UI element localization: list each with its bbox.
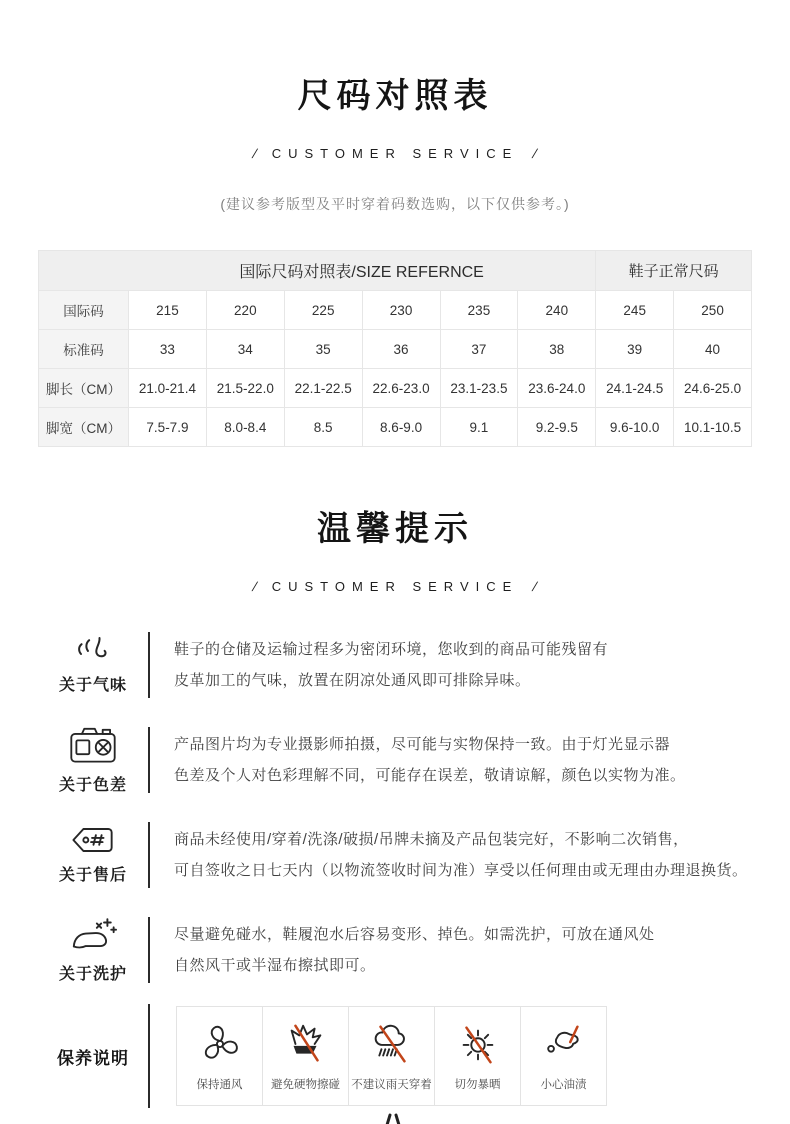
vertical-divider	[148, 822, 150, 888]
tip-label: 关于气味	[58, 676, 127, 694]
care-card-no-rain	[349, 1007, 435, 1105]
size-cell: 34	[206, 330, 284, 369]
size-cell: 8.0-8.4	[206, 408, 284, 447]
tip-text	[174, 729, 686, 791]
size-cell: 220	[206, 291, 284, 330]
care-caption: 避免硬物擦碰	[271, 1078, 340, 1091]
size-table-header-row	[39, 251, 752, 291]
size-note: (建议参考版型及平时穿着码数选购，以下仅供参考。)	[220, 196, 570, 212]
table-row-foot-width	[39, 408, 752, 447]
size-cell: 39	[596, 330, 674, 369]
size-cell: 240	[518, 291, 596, 330]
customer-service-line	[0, 579, 790, 594]
tip-text-line: 色差及个人对色彩理解不同，可能存在误差，敬请谅解，颜色以实物为准。	[174, 766, 686, 784]
table-row-foot-length	[39, 369, 752, 408]
tip-text-line: 可自签收之日七天内（以物流签收时间为准）享受以任何理由或无理由办理退换货。	[174, 861, 748, 879]
size-cell: 9.2-9.5	[518, 408, 596, 447]
row-label: 脚宽（CM）	[39, 408, 129, 447]
size-cell: 235	[440, 291, 518, 330]
care-card-grid	[176, 1006, 607, 1106]
tip-row-color	[38, 719, 752, 800]
care-label: 保养说明	[57, 1048, 129, 1068]
smell-icon	[73, 635, 113, 665]
size-cell: 245	[596, 291, 674, 330]
size-cell: 7.5-7.9	[129, 408, 207, 447]
size-cell: 22.1-22.5	[284, 369, 362, 408]
tip-row-washing	[38, 909, 752, 990]
fan-icon	[197, 1021, 243, 1067]
size-cell: 23.6-24.0	[518, 369, 596, 408]
care-row	[38, 1004, 752, 1108]
table-row-intl-size	[39, 291, 752, 330]
row-label: 标准码	[39, 330, 129, 369]
care-caption: 不建议雨天穿着	[351, 1078, 432, 1091]
size-cell: 38	[518, 330, 596, 369]
size-cell: 215	[129, 291, 207, 330]
size-table-header-right: 鞋子正常尺码	[596, 251, 752, 291]
handwash-icon	[69, 916, 117, 954]
care-caption: 保持通风	[196, 1078, 243, 1091]
size-cell: 10.1-10.5	[674, 408, 752, 447]
size-cell: 225	[284, 291, 362, 330]
tip-left-washing	[38, 916, 148, 984]
care-caption: 小心油渍	[540, 1078, 587, 1091]
tip-left-color	[38, 725, 148, 795]
customer-service-line	[0, 146, 790, 161]
no-oil-icon	[541, 1021, 587, 1067]
tip-text	[174, 824, 748, 886]
tip-left-aftersale	[38, 825, 148, 885]
size-cell: 40	[674, 330, 752, 369]
size-cell: 24.6-25.0	[674, 369, 752, 408]
tips-list	[0, 624, 790, 1108]
no-sun-icon	[455, 1021, 501, 1067]
size-table	[38, 250, 752, 447]
care-card-no-oil	[521, 1007, 606, 1105]
tip-text	[174, 634, 608, 696]
size-cell: 37	[440, 330, 518, 369]
care-card-no-hard-objects	[263, 1007, 349, 1105]
customer-service-label: CUSTOMER SERVICE	[271, 579, 519, 594]
price-tag-icon	[71, 825, 115, 855]
tip-label: 关于色差	[58, 776, 127, 794]
care-card-no-sun	[435, 1007, 521, 1105]
row-label: 国际码	[39, 291, 129, 330]
table-row-std-size	[39, 330, 752, 369]
customer-service-label: CUSTOMER SERVICE	[271, 146, 519, 161]
tip-text-line: 产品图片均为专业摄影师拍摄，尽可能与实物保持一致。由于灯光显示器	[174, 735, 671, 753]
size-cell: 22.6-23.0	[362, 369, 440, 408]
size-cell: 8.5	[284, 408, 362, 447]
size-cell: 21.5-22.0	[206, 369, 284, 408]
tip-text-line: 皮革加工的气味，放置在阴凉处通风即可排除异味。	[174, 671, 531, 689]
care-caption: 切勿暴晒	[454, 1078, 501, 1091]
tip-row-aftersale	[38, 814, 752, 895]
size-cell: 9.6-10.0	[596, 408, 674, 447]
tips-section-title: 温馨提示	[317, 510, 473, 548]
cutoff-next-section-mark	[381, 1112, 405, 1124]
slash-decoration: /	[530, 579, 539, 594]
size-cell: 23.1-23.5	[440, 369, 518, 408]
no-hard-objects-icon	[283, 1021, 329, 1067]
slash-decoration: /	[251, 579, 260, 594]
size-cell: 35	[284, 330, 362, 369]
vertical-divider	[148, 727, 150, 793]
size-cell: 21.0-21.4	[129, 369, 207, 408]
tip-row-odor	[38, 624, 752, 705]
size-cell: 36	[362, 330, 440, 369]
size-section-title: 尺码对照表	[297, 77, 493, 115]
row-label: 脚长（CM）	[39, 369, 129, 408]
care-card-ventilation	[177, 1007, 263, 1105]
tip-text-line: 商品未经使用/穿着/洗涤/破损/吊牌未摘及产品包装完好，不影响二次销售，	[174, 830, 689, 848]
size-table-header-main: 国际尺码对照表/SIZE REFERNCE	[39, 251, 596, 291]
tip-label: 关于售后	[58, 866, 127, 884]
size-cell: 230	[362, 291, 440, 330]
slash-decoration: /	[530, 146, 539, 161]
size-cell: 9.1	[440, 408, 518, 447]
tip-text-line: 鞋子的仓储及运输过程多为密闭环境，您收到的商品可能残留有	[174, 640, 609, 658]
size-cell: 33	[129, 330, 207, 369]
slash-decoration: /	[251, 146, 260, 161]
vertical-divider	[148, 632, 150, 698]
tip-left-odor	[38, 635, 148, 695]
vertical-divider	[148, 917, 150, 983]
no-rain-icon	[369, 1021, 415, 1067]
size-cell: 8.6-9.0	[362, 408, 440, 447]
tip-label: 关于洗护	[58, 965, 127, 983]
tip-text-line: 自然风干或半湿布擦拭即可。	[174, 956, 376, 974]
tip-text-line: 尽量避免碰水，鞋履泡水后容易变形、掉色。如需洗护，可放在通风处	[174, 925, 655, 943]
size-cell: 250	[674, 291, 752, 330]
size-cell: 24.1-24.5	[596, 369, 674, 408]
tip-text	[174, 919, 655, 981]
vertical-divider	[148, 1004, 150, 1108]
camera-icon	[69, 725, 117, 765]
